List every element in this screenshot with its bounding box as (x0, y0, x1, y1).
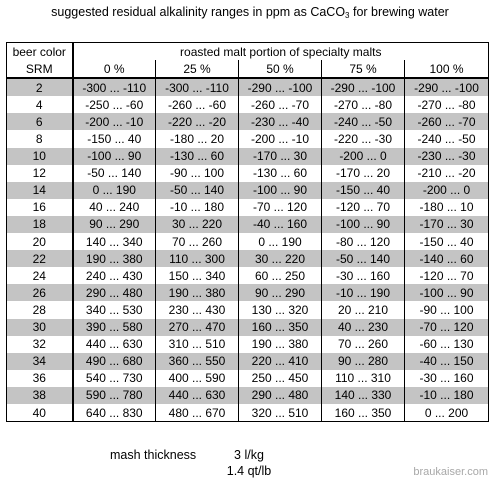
range-cell: 320 ... 510 (239, 404, 322, 422)
table-row (7, 353, 489, 370)
range-cell: -250 ... -60 (73, 96, 156, 113)
range-cell: 0 ... 190 (73, 182, 156, 199)
range-cell: 70 ... 260 (156, 233, 239, 250)
range-cell: 130 ... 320 (239, 301, 322, 318)
range-cell: -70 ... 120 (239, 199, 322, 216)
range-cell: 110 ... 310 (322, 370, 405, 387)
range-cell: 540 ... 730 (73, 370, 156, 387)
range-cell: 490 ... 680 (73, 353, 156, 370)
range-cell: 440 ... 630 (73, 336, 156, 353)
range-cell: -130 ... 60 (239, 165, 322, 182)
srm-cell: 40 (7, 404, 73, 422)
range-cell: -220 ... -30 (322, 130, 405, 147)
range-cell: -300 ... -110 (156, 78, 239, 96)
range-cell: 190 ... 380 (73, 250, 156, 267)
range-cell: -150 ... 40 (322, 182, 405, 199)
range-cell: -120 ... 70 (322, 199, 405, 216)
range-cell: 140 ... 340 (73, 233, 156, 250)
range-cell: 160 ... 350 (322, 404, 405, 422)
range-cell: 40 ... 240 (73, 199, 156, 216)
range-cell: -200 ... -10 (73, 113, 156, 130)
title-suffix: for brewing water (349, 5, 449, 19)
srm-cell: 32 (7, 336, 73, 353)
table-row (7, 216, 489, 233)
range-cell: 30 ... 220 (156, 216, 239, 233)
range-cell: -100 ... 90 (405, 284, 489, 301)
credit-watermark: braukaiser.com (413, 466, 488, 478)
range-cell: 290 ... 480 (73, 284, 156, 301)
table-row (7, 336, 489, 353)
beer-color-header: beer color (7, 43, 73, 61)
range-cell: -10 ... 190 (322, 284, 405, 301)
range-cell: 640 ... 830 (73, 404, 156, 422)
range-cell: 590 ... 780 (73, 387, 156, 404)
range-cell: -120 ... 70 (405, 267, 489, 284)
range-cell: -300 ... -110 (73, 78, 156, 96)
range-cell: -220 ... -20 (156, 113, 239, 130)
range-cell: 0 ... 200 (405, 404, 489, 422)
range-cell: -10 ... 180 (156, 199, 239, 216)
range-cell: -260 ... -70 (239, 96, 322, 113)
table-row (7, 387, 489, 404)
table-row (7, 284, 489, 301)
range-cell: -50 ... 140 (156, 182, 239, 199)
range-cell: 70 ... 260 (322, 336, 405, 353)
srm-cell: 38 (7, 387, 73, 404)
range-cell: 400 ... 590 (156, 370, 239, 387)
range-cell: -80 ... 120 (322, 233, 405, 250)
range-cell: 220 ... 410 (239, 353, 322, 370)
range-cell: -180 ... 10 (405, 199, 489, 216)
title-main: suggested residual alkalinity ranges in ppm as CaCO (51, 5, 346, 19)
column-header-50: 50 % (239, 60, 322, 78)
range-cell: -130 ... 60 (156, 148, 239, 165)
range-cell: -50 ... 140 (322, 250, 405, 267)
title-subscript: 3 (345, 11, 350, 20)
range-cell: -90 ... 100 (156, 165, 239, 182)
range-cell: -100 ... 90 (73, 148, 156, 165)
range-cell: 160 ... 350 (239, 319, 322, 336)
srm-cell: 24 (7, 267, 73, 284)
range-cell: 480 ... 670 (156, 404, 239, 422)
range-cell: 190 ... 380 (156, 284, 239, 301)
page-title (0, 5, 500, 20)
range-cell: -180 ... 20 (156, 130, 239, 147)
column-header-75: 75 % (322, 60, 405, 78)
table-row (7, 199, 489, 216)
range-cell: -210 ... -20 (405, 165, 489, 182)
range-cell: -140 ... 60 (405, 250, 489, 267)
range-cell: -270 ... -80 (405, 96, 489, 113)
range-cell: 90 ... 290 (239, 284, 322, 301)
mash-thickness-label: mash thickness (110, 448, 197, 462)
range-cell: 290 ... 480 (239, 387, 322, 404)
range-cell: -170 ... 30 (405, 216, 489, 233)
range-cell: -240 ... -50 (405, 130, 489, 147)
srm-cell: 18 (7, 216, 73, 233)
range-cell: -200 ... 0 (405, 182, 489, 199)
mash-thickness-metric: 3 l/kg (234, 448, 264, 462)
srm-cell: 8 (7, 130, 73, 147)
mash-thickness-imperial: 1.4 qt/lb (226, 464, 272, 478)
range-cell: -150 ... 40 (73, 130, 156, 147)
range-cell: -40 ... 150 (405, 353, 489, 370)
range-cell: 110 ... 300 (156, 250, 239, 267)
range-cell: 230 ... 430 (156, 301, 239, 318)
table-row (7, 148, 489, 165)
range-cell: -150 ... 40 (405, 233, 489, 250)
table-row (7, 250, 489, 267)
srm-cell: 26 (7, 284, 73, 301)
column-header-25: 25 % (156, 60, 239, 78)
range-cell: -260 ... -60 (156, 96, 239, 113)
alkalinity-table (6, 42, 489, 422)
range-cell: -260 ... -70 (405, 113, 489, 130)
range-cell: 440 ... 630 (156, 387, 239, 404)
range-cell: -170 ... 30 (239, 148, 322, 165)
table-row (7, 182, 489, 199)
table-row (7, 96, 489, 113)
srm-header: SRM (7, 60, 73, 78)
range-cell: 310 ... 510 (156, 336, 239, 353)
srm-cell: 2 (7, 78, 73, 96)
range-cell: -30 ... 160 (322, 267, 405, 284)
range-cell: 40 ... 230 (322, 319, 405, 336)
table-row (7, 301, 489, 318)
srm-cell: 10 (7, 148, 73, 165)
range-cell: -30 ... 160 (405, 370, 489, 387)
range-cell: 190 ... 380 (239, 336, 322, 353)
table-row (7, 319, 489, 336)
range-cell: -200 ... -10 (239, 130, 322, 147)
srm-cell: 14 (7, 182, 73, 199)
range-cell: 90 ... 290 (73, 216, 156, 233)
range-cell: -200 ... 0 (322, 148, 405, 165)
range-cell: -100 ... 90 (239, 182, 322, 199)
srm-cell: 6 (7, 113, 73, 130)
range-cell: -290 ... -100 (322, 78, 405, 96)
srm-cell: 16 (7, 199, 73, 216)
range-cell: -70 ... 120 (405, 319, 489, 336)
range-cell: -230 ... -40 (239, 113, 322, 130)
range-cell: -100 ... 90 (322, 216, 405, 233)
range-cell: -290 ... -100 (239, 78, 322, 96)
range-cell: 390 ... 580 (73, 319, 156, 336)
range-cell: -270 ... -80 (322, 96, 405, 113)
table-row (7, 113, 489, 130)
range-cell: -170 ... 20 (322, 165, 405, 182)
range-cell: 20 ... 210 (322, 301, 405, 318)
range-cell: 30 ... 220 (239, 250, 322, 267)
range-cell: -50 ... 140 (73, 165, 156, 182)
srm-cell: 36 (7, 370, 73, 387)
srm-cell: 22 (7, 250, 73, 267)
table-row (7, 404, 489, 422)
table-row (7, 267, 489, 284)
table-body (7, 78, 489, 421)
table-row (7, 233, 489, 250)
column-header-0: 0 % (73, 60, 156, 78)
range-cell: -10 ... 180 (405, 387, 489, 404)
table-row (7, 370, 489, 387)
srm-cell: 12 (7, 165, 73, 182)
range-cell: 60 ... 250 (239, 267, 322, 284)
srm-cell: 28 (7, 301, 73, 318)
range-cell: 360 ... 550 (156, 353, 239, 370)
range-cell: 150 ... 340 (156, 267, 239, 284)
column-header-100: 100 % (405, 60, 489, 78)
range-cell: -90 ... 100 (405, 301, 489, 318)
table-row (7, 165, 489, 182)
range-cell: -290 ... -100 (405, 78, 489, 96)
range-cell: 340 ... 530 (73, 301, 156, 318)
range-cell: -60 ... 130 (405, 336, 489, 353)
range-cell: -240 ... -50 (322, 113, 405, 130)
table-row (7, 130, 489, 147)
srm-cell: 20 (7, 233, 73, 250)
srm-cell: 30 (7, 319, 73, 336)
range-cell: 270 ... 470 (156, 319, 239, 336)
roasted-malt-group-header: roasted malt portion of specialty malts (73, 43, 489, 61)
range-cell: 140 ... 330 (322, 387, 405, 404)
range-cell: 250 ... 450 (239, 370, 322, 387)
range-cell: -230 ... -30 (405, 148, 489, 165)
range-cell: 90 ... 280 (322, 353, 405, 370)
table-row (7, 78, 489, 96)
range-cell: 240 ... 430 (73, 267, 156, 284)
range-cell: -40 ... 160 (239, 216, 322, 233)
srm-cell: 4 (7, 96, 73, 113)
range-cell: 0 ... 190 (239, 233, 322, 250)
srm-cell: 34 (7, 353, 73, 370)
